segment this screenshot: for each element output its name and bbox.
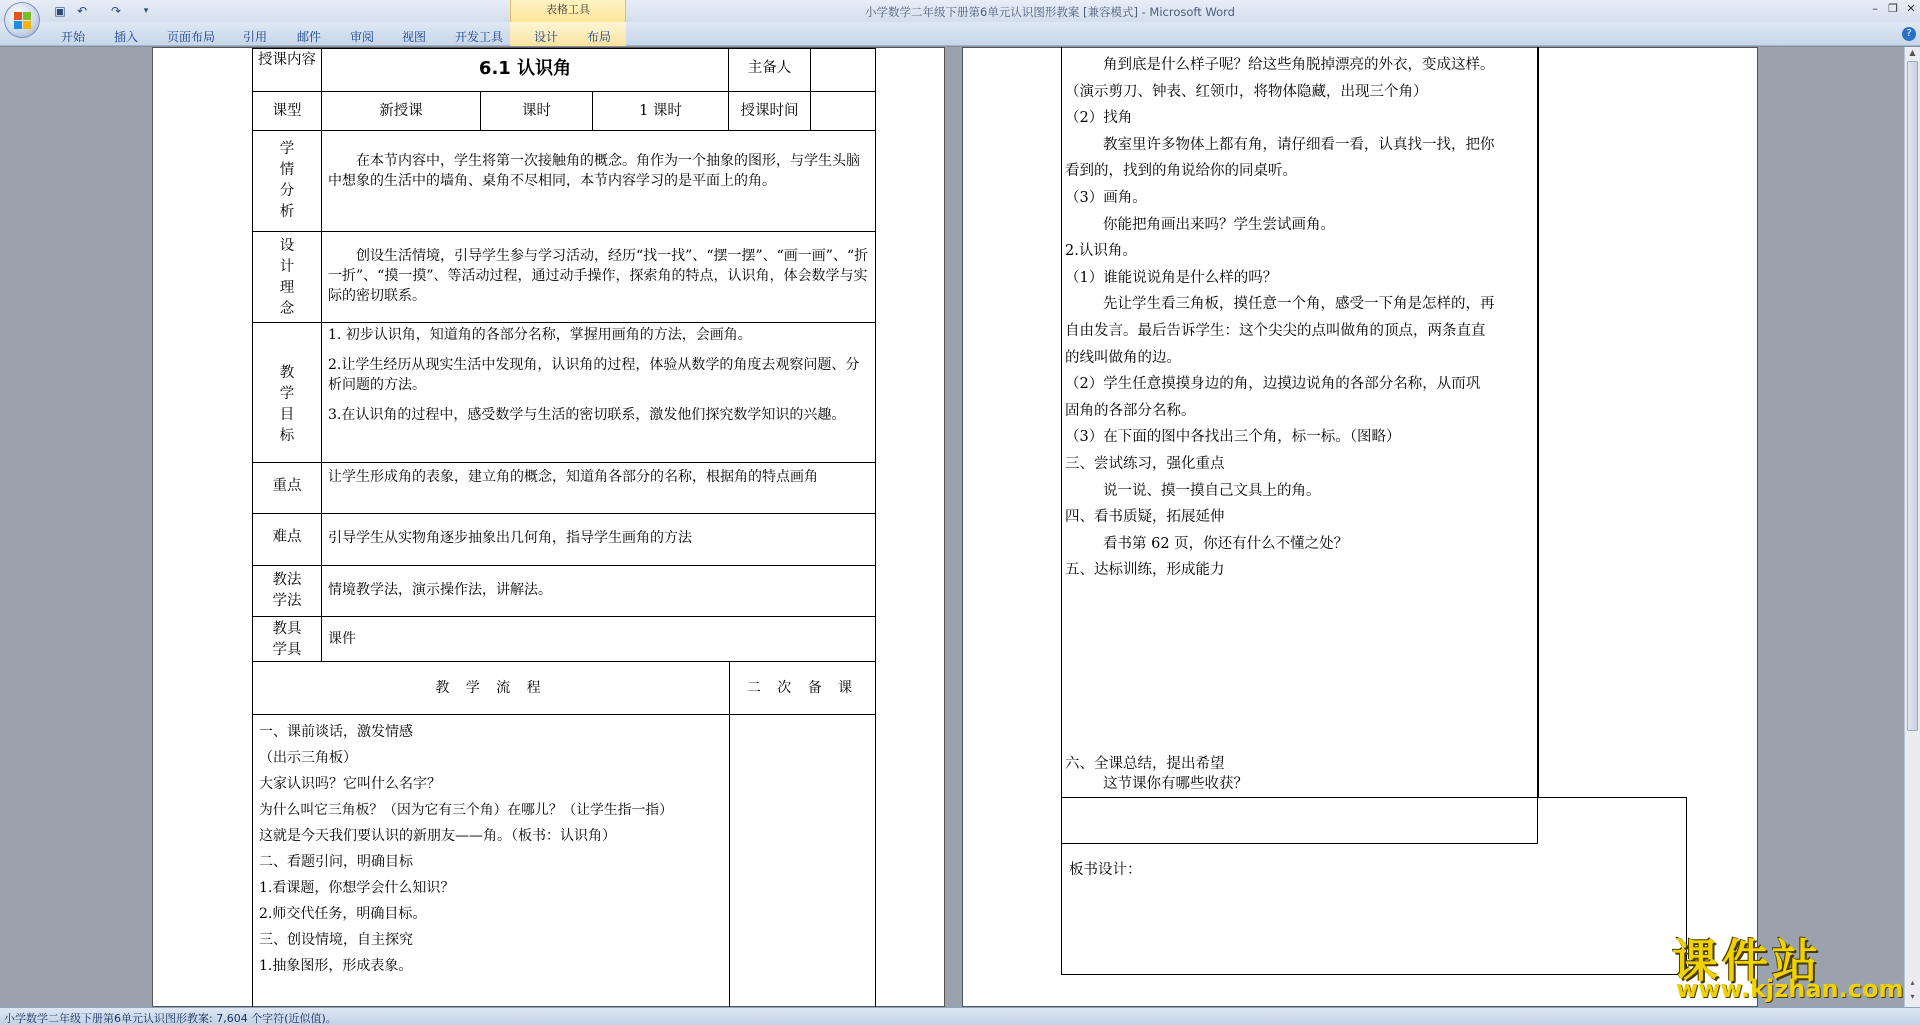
vertical-scrollbar[interactable]: [1904, 47, 1920, 1007]
flow-body: [252, 714, 730, 1007]
second-prep-body[interactable]: [729, 714, 876, 1007]
next-page-icon[interactable]: ▾: [1910, 992, 1915, 1001]
goal-2: 2.让学生经历从现实生活中发现角，认识角的过程，体验从数学的角度去观察问题、分析问题的方法。: [328, 357, 860, 393]
flow-line: 看书第 62 页，你还有什么不懂之处？: [1103, 535, 1349, 552]
prev-page-icon[interactable]: ▴: [1910, 978, 1915, 987]
flow-line: 四、看书质疑，拓展延伸: [1065, 509, 1225, 526]
method-text: 情境教学法，演示操作法，讲解法。: [321, 565, 876, 617]
label-hours: 课时: [480, 91, 593, 131]
flow-line: 的线叫做角的边。: [1065, 349, 1181, 366]
summary-title: 六、全课总结，提出希望: [1065, 756, 1225, 772]
scroll-up-icon[interactable]: ▲: [1909, 48, 1916, 57]
document-area: [0, 47, 1920, 1007]
lesson-title: 6.1 认识角: [321, 48, 729, 92]
tab-developer[interactable]: 开发工具: [455, 30, 504, 44]
flow-line: 五、达标训练，形成能力: [1065, 562, 1225, 579]
flow-line: 你能把角画出来吗？学生尝试画角。: [1103, 216, 1335, 233]
tab-home[interactable]: 开始: [61, 30, 86, 44]
flow-line: 教室里许多物体上都有角，请仔细看一看，认真找一找，把你: [1103, 136, 1495, 153]
label-method: 教法学法: [252, 565, 322, 617]
help-icon[interactable]: ?: [1902, 27, 1916, 41]
flow-line: 这就是今天我们要认识的新朋友——角。（板书：认识角）: [259, 828, 616, 844]
status-bar: [0, 1007, 1920, 1025]
page-1: [152, 47, 945, 1007]
label-design: 设计理念: [252, 231, 322, 323]
tab-review[interactable]: 审阅: [350, 30, 375, 44]
difficulty-text: 引导学生从实物角逐步抽象出几何角，指导学生画角的方法: [321, 513, 876, 566]
label-time: 授课时间: [728, 91, 811, 131]
tab-insert[interactable]: 插入: [114, 30, 139, 44]
status-text: 小学数学二年级下册第6单元认识图形教案: 7,604 个字符(近似值)。: [4, 1012, 337, 1025]
flow-line: 1.看课题，你想学会什么知识？: [259, 880, 455, 896]
scroll-thumb[interactable]: [1907, 61, 1918, 731]
flow-line: 角到底是什么样子呢？给这些角脱掉漂亮的外衣，变成这样。: [1103, 57, 1495, 73]
flow-line: （演示剪刀、钟表、红领巾，将物体隐藏，出现三个角）: [1065, 83, 1428, 100]
goal-3: 3.在认识角的过程中，感受数学与生活的密切联系，激发他们探究数学知识的兴趣。: [328, 407, 846, 423]
watermark-url: www.kjzhan.com: [1676, 975, 1904, 1003]
watermark-title: 课件站: [1672, 934, 1822, 988]
flow-line: 固角的各部分名称。: [1065, 402, 1196, 419]
board-design-label: 板书设计：: [1069, 862, 1142, 878]
second-prep-header: 二 次 备 课: [729, 661, 876, 715]
window-title: 小学数学二年级下册第6单元认识图形教案 [兼容模式] - Microsoft Word: [865, 5, 1235, 19]
page-2: [962, 47, 1758, 1007]
tab-design[interactable]: 设计: [534, 30, 559, 44]
watermark-logo: [1664, 925, 1904, 1005]
hours-value: 1 课时: [592, 91, 729, 131]
summary-question: 这节课你有哪些收获？: [1103, 776, 1248, 792]
label-content: 授课内容: [252, 48, 322, 92]
customize-qat-icon[interactable]: ▾: [143, 6, 149, 16]
label-analysis: 学情分析: [252, 130, 322, 232]
label-type: 课型: [252, 91, 322, 131]
flow-line: （1）谁能说说角是什么样的吗？: [1065, 269, 1278, 286]
minimize-icon[interactable]: –: [1872, 2, 1878, 15]
flow-line: 三、创设情境，自主探究: [259, 932, 413, 948]
flow-line: 三、尝试练习，强化重点: [1065, 455, 1225, 472]
label-key: 重点: [252, 462, 322, 514]
goal-1: 1. 初步认识角，知道角的各部分名称，掌握用画角的方法，会画角。: [328, 327, 752, 343]
flow-line: （2）找角: [1065, 110, 1133, 127]
design-text: 创设生活情境，引导学生参与学习活动，经历“找一找”、“摆一摆”、“画一画”、“折一折”、“摸一摸”、等活动过程，通过动手操作，探索角的特点，认识角，体会数学与实际的密切联系。: [321, 231, 876, 323]
flow-line: 一、课前谈话，激发情感: [259, 724, 413, 740]
board-design-cell[interactable]: [1061, 797, 1687, 975]
flow-line: 二、看题引问，明确目标: [259, 854, 413, 870]
flow-line: 1.抽象图形，形成表象。: [259, 958, 413, 974]
flow-header: 教 学 流 程: [252, 661, 730, 715]
column-divider: [1538, 47, 1539, 798]
restore-icon[interactable]: ❐: [1888, 2, 1898, 15]
close-icon[interactable]: ✕: [1906, 2, 1916, 15]
flow-line: 大家认识吗？它叫什么名字？: [259, 776, 441, 792]
analysis-text: 在本节内容中，学生将第一次接触角的概念。角作为一个抽象的图形，与学生头脑中想象的生活中的墙角、桌角不尽相同，本节内容学习的是平面上的角。: [321, 130, 876, 232]
tab-mailings[interactable]: 邮件: [297, 30, 322, 44]
flow-line: 先让学生看三角板，摸任意一个角，感受一下角是怎样的，再: [1103, 296, 1495, 313]
flow-line: 2.师交代任务，明确目标。: [259, 906, 427, 922]
key-text: 让学生形成角的表象，建立角的概念，知道角各部分的名称，根据角的特点画角: [321, 462, 876, 514]
save-icon[interactable]: ▣: [54, 4, 66, 18]
flow-line: （3）在下面的图中各找出三个角，标一标。（图略）: [1065, 429, 1401, 446]
flow-line: 看到的，找到的角说给你的同桌听。: [1065, 163, 1297, 180]
time-value[interactable]: [810, 91, 876, 131]
tab-view[interactable]: 视图: [402, 30, 427, 44]
flow-line: 2.认识角。: [1065, 243, 1137, 260]
flow-line: （3）画角。: [1065, 189, 1147, 206]
label-preparer: 主备人: [728, 48, 811, 92]
table-tools-label: 表格工具: [510, 0, 626, 22]
tab-references[interactable]: 引用: [243, 30, 268, 44]
label-tools: 教具学具: [252, 616, 322, 662]
ribbon-tabs: [0, 22, 1920, 46]
flow-line: 自由发言。最后告诉学生：这个尖尖的点叫做角的顶点，两条直直: [1065, 322, 1486, 339]
type-value: 新授课: [321, 91, 481, 131]
label-difficulty: 难点: [252, 513, 322, 566]
flow-line: （出示三角板）: [259, 750, 357, 766]
preparer-value[interactable]: [810, 48, 876, 92]
undo-icon[interactable]: ↶: [76, 4, 88, 18]
office-button[interactable]: [4, 2, 40, 38]
tools-text: 课件: [321, 616, 876, 662]
tab-layout[interactable]: 布局: [587, 30, 612, 44]
tab-page-layout[interactable]: 页面布局: [167, 30, 216, 44]
flow-line: （2）学生任意摸摸身边的角，边摸边说角的各部分名称，从而巩: [1065, 376, 1481, 393]
flow-line: 为什么叫它三角板？（因为它有三个角）在哪儿？（让学生指一指）: [259, 802, 673, 818]
flow-continued: [1065, 52, 1535, 584]
goals-cell: [321, 322, 876, 463]
title-bar: [0, 0, 1920, 22]
redo-icon[interactable]: ↷: [110, 4, 122, 18]
label-goals: 教学目标: [252, 322, 322, 463]
flow-line: 说一说、摸一摸自己文具上的角。: [1103, 482, 1321, 499]
office-logo-icon: [14, 12, 32, 30]
